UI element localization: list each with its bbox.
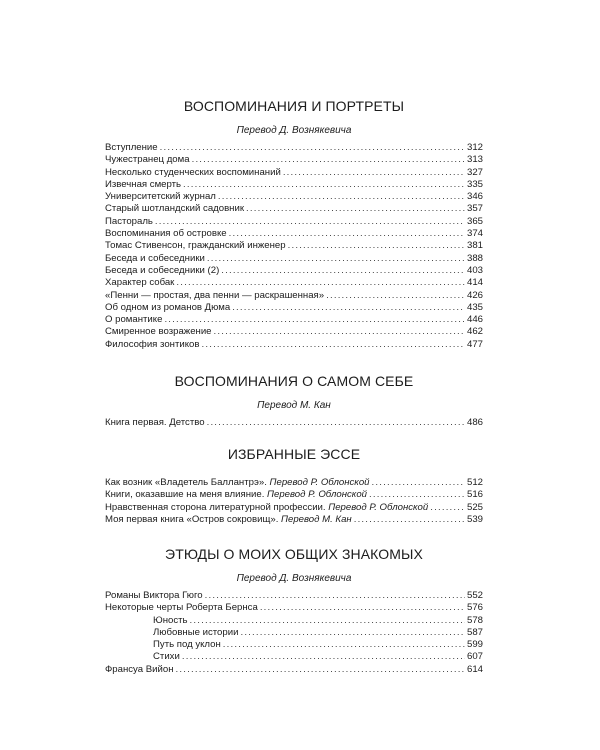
entry-title: О романтике: [105, 314, 163, 326]
entry-title: Франсуа Вийон: [105, 663, 174, 675]
entry-title-wrap: [105, 502, 428, 514]
dot-leader: [192, 154, 465, 166]
entry-title: Об одном из романов Дюма: [105, 301, 231, 313]
toc-entry[interactable]: [105, 339, 483, 351]
entry-page: 552: [466, 590, 483, 601]
toc-entry[interactable]: [105, 167, 483, 179]
section-memories-portraits: [105, 97, 483, 351]
toc-entry[interactable]: [105, 253, 483, 265]
dot-leader: [214, 326, 465, 338]
entry-list: [105, 417, 483, 429]
entry-page: 312: [466, 142, 483, 153]
dot-leader: [430, 502, 465, 514]
toc-subentry[interactable]: [105, 639, 483, 651]
entry-title: Старый шотландский садовник: [105, 203, 245, 215]
dot-leader: [155, 216, 465, 228]
section-title: ВОСПОМИНАНИЯ О САМОМ СЕБЕ: [174, 373, 414, 389]
dot-leader: [201, 339, 465, 351]
entry-page: 346: [466, 191, 483, 203]
entry-title-wrap: [105, 489, 367, 501]
dot-leader: [369, 489, 465, 501]
toc-subentry[interactable]: [105, 615, 483, 627]
toc-subentry[interactable]: [105, 651, 483, 663]
entry-page: 327: [466, 166, 483, 178]
toc-entry[interactable]: [105, 191, 483, 203]
dot-leader: [160, 142, 465, 154]
entry-page: 374: [466, 228, 483, 240]
toc-entry[interactable]: [105, 228, 483, 240]
entry-title: Чужестранец дома: [105, 154, 190, 166]
dot-leader: [182, 651, 465, 663]
entry-title: Любовные истории: [153, 626, 239, 638]
entry-page: 381: [466, 240, 483, 252]
toc-entry[interactable]: [105, 154, 483, 166]
toc-entry[interactable]: [105, 265, 483, 277]
section-title: ЭТЮДЫ О МОИХ ОБЩИХ ЗНАКОМЫХ: [165, 546, 423, 562]
section-selected-essays: [105, 445, 483, 526]
section-translator: Перевод Д. Вознякевича: [236, 573, 352, 584]
entry-page: 599: [466, 639, 483, 651]
entry-page: 576: [466, 602, 483, 614]
entry-page: 414: [466, 277, 483, 289]
toc-entry[interactable]: [105, 142, 483, 154]
entry-title: Книги, оказавшие на меня влияние.: [105, 489, 265, 501]
entry-title: Путь под уклон: [153, 639, 221, 651]
toc-entry[interactable]: [105, 514, 483, 526]
dot-leader: [223, 639, 465, 651]
entry-title: Философия зонтиков: [105, 338, 200, 350]
entry-page: 313: [466, 154, 483, 166]
dot-leader: [232, 302, 465, 314]
entry-page: 578: [466, 614, 483, 626]
entry-page: 512: [466, 477, 483, 488]
entry-title: Смиренное возражение: [105, 326, 212, 338]
toc-entry[interactable]: [105, 602, 483, 614]
toc-entry[interactable]: [105, 590, 483, 602]
entry-title: Беседа и собеседники: [105, 252, 205, 264]
entry-page: 587: [466, 626, 483, 638]
section-title: ИЗБРАННЫЕ ЭССЕ: [227, 446, 361, 462]
entry-page: 516: [466, 489, 483, 501]
entry-page: 607: [466, 651, 483, 663]
section-memories-of-myself: [105, 372, 483, 429]
entry-title: Беседа и собеседники (2): [105, 264, 220, 276]
entry-page: 446: [466, 314, 483, 326]
dot-leader: [176, 664, 465, 676]
toc-subentry[interactable]: [105, 627, 483, 639]
toc-entry[interactable]: [105, 664, 483, 676]
entry-page: 486: [466, 417, 483, 428]
entry-page: 614: [466, 663, 483, 675]
dot-leader: [288, 240, 465, 252]
dot-leader: [260, 602, 465, 614]
entry-title: Характер собак: [105, 277, 175, 289]
entry-page: 357: [466, 203, 483, 215]
entry-title: Нравственная сторона литературной профессии.: [105, 501, 326, 513]
entry-page: 388: [466, 252, 483, 264]
dot-leader: [229, 228, 465, 240]
entry-title: Воспоминания об островке: [105, 228, 227, 240]
entry-title: Несколько студенческих воспоминаний: [105, 166, 281, 178]
entry-translator: Перевод Р. Облонской: [267, 489, 368, 501]
entry-translator: Перевод Р. Облонской: [328, 501, 429, 513]
entry-page: 462: [466, 326, 483, 338]
dot-leader: [221, 265, 465, 277]
entry-title: Моя первая книга «Остров сокровищ».: [105, 513, 279, 525]
entry-title: Извечная смерть: [105, 178, 182, 190]
toc-entry[interactable]: [105, 502, 483, 514]
dot-leader: [190, 615, 465, 627]
section-translator: Перевод М. Кан: [257, 400, 331, 411]
toc-entry[interactable]: [105, 302, 483, 314]
toc-entry[interactable]: [105, 179, 483, 191]
entry-page: 477: [466, 338, 483, 350]
entry-title: Романы Виктора Гюго: [105, 590, 203, 601]
entry-page: 403: [466, 264, 483, 276]
entry-page: 525: [466, 501, 483, 513]
entry-page: 365: [466, 215, 483, 227]
entry-title-wrap: [105, 477, 370, 489]
dot-leader: [354, 514, 465, 526]
section-studies-acquaintances: [105, 545, 483, 676]
entry-list: [105, 142, 483, 351]
entry-title: Как возник «Владетель Баллантрэ».: [105, 477, 267, 488]
entry-list: [105, 590, 483, 676]
toc-entry[interactable]: [105, 277, 483, 289]
dot-leader: [372, 477, 465, 489]
toc-entry[interactable]: [105, 216, 483, 228]
entry-title: Пастораль: [105, 215, 153, 227]
dot-leader: [207, 253, 465, 265]
entry-title: Некоторые черты Роберта Бернса: [105, 602, 258, 614]
toc-entry[interactable]: [105, 326, 483, 338]
dot-leader: [326, 290, 465, 302]
dot-leader: [183, 179, 465, 191]
entry-title: «Пенни — простая, два пенни — раскрашенная»: [105, 289, 325, 301]
entry-page: 426: [466, 289, 483, 301]
toc-entry[interactable]: [105, 489, 483, 501]
entry-title: Университетский журнал: [105, 191, 216, 203]
entry-translator: Перевод М. Кан: [281, 513, 352, 525]
dot-leader: [246, 203, 465, 215]
section-translator: Перевод Д. Вознякевича: [236, 125, 352, 136]
toc-entry[interactable]: [105, 240, 483, 252]
dot-leader: [205, 590, 465, 602]
entry-list: [105, 477, 483, 526]
dot-leader: [176, 277, 465, 289]
entry-title-wrap: [105, 514, 352, 526]
entry-title: Книга первая. Детство: [105, 417, 205, 428]
entry-translator: Перевод Р. Облонской: [269, 477, 370, 488]
toc-entry[interactable]: [105, 290, 483, 302]
entry-page: 435: [466, 301, 483, 313]
entry-page: 335: [466, 178, 483, 190]
toc-entry[interactable]: [105, 314, 483, 326]
dot-leader: [283, 167, 465, 179]
toc-entry[interactable]: [105, 477, 483, 489]
dot-leader: [240, 627, 465, 639]
entry-title: Томас Стивенсон, гражданский инженер: [105, 240, 286, 252]
section-title: ВОСПОМИНАНИЯ И ПОРТРЕТЫ: [183, 98, 405, 114]
dot-leader: [164, 314, 465, 326]
entry-title: Вступление: [105, 142, 158, 153]
entry-title: Стихи: [153, 651, 180, 663]
toc-entry[interactable]: [105, 417, 483, 429]
dot-leader: [207, 417, 465, 429]
toc-entry[interactable]: [105, 203, 483, 215]
dot-leader: [218, 191, 465, 203]
entry-title: Юность: [153, 614, 188, 626]
entry-page: 539: [466, 513, 483, 525]
